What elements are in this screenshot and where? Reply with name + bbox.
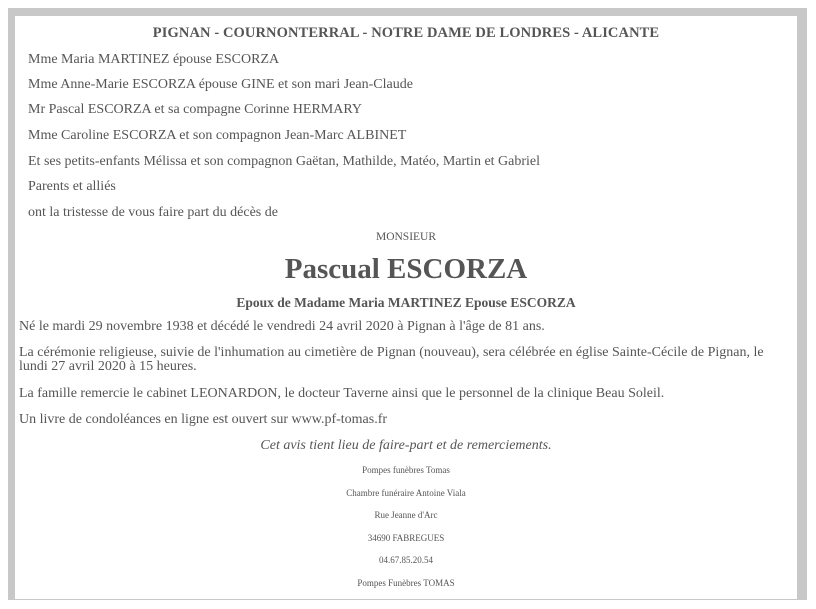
- spouse-line: Epoux de Madame Maria MARTINEZ Epouse ESCORZA: [236, 295, 576, 310]
- family-line-6: Parents et alliés: [28, 179, 116, 194]
- locations-header: PIGNAN - COURNONTERRAL - NOTRE DAME DE LONDRES - ALICANTE: [152, 25, 660, 41]
- closing-note: Cet avis tient lieu de faire-part et de remerciements.: [260, 438, 552, 453]
- condolences-paragraph: Un livre de condoléances en ligne est ouvert sur www.pf-tomas.fr: [19, 412, 388, 427]
- ceremony-paragraph: La cérémonie religieuse, suivie de l'inhumation au cimetière de Pignan (nouveau), sera célébrée en église Sainte-Cécile de Pignan, le lundi 27 avril 2020 à 15 heures.: [19, 345, 764, 374]
- family-line-3: Mr Pascal ESCORZA et sa compagne Corinne HERMARY: [28, 102, 363, 117]
- thanks-paragraph: La famille remercie le cabinet LEONARDON, le docteur Taverne ainsi que le personnel de la clinique Beau Soleil.: [19, 386, 665, 401]
- funeral-city: 34690 FABREGUES: [367, 533, 445, 543]
- family-line-5: Et ses petits-enfants Mélissa et son compagnon Gaëtan, Mathilde, Matéo, Martin et Gabriel: [28, 154, 541, 169]
- funeral-chamber: Chambre funéraire Antoine Viala: [346, 488, 466, 498]
- funeral-signature: Pompes Funèbres TOMAS: [357, 578, 455, 588]
- family-line-4: Mme Caroline ESCORZA et son compagnon Jean-Marc ALBINET: [28, 128, 407, 143]
- birth-death-paragraph: Né le mardi 29 novembre 1938 et décédé le vendredi 24 avril 2020 à Pignan à l'âge de 81 ans.: [19, 319, 545, 334]
- deceased-name: Pascual ESCORZA: [284, 253, 528, 285]
- family-line-7: ont la tristesse de vous faire part du décès de: [28, 205, 278, 220]
- funeral-phone: 04.67.85.20.54: [379, 555, 433, 565]
- family-line-1: Mme Maria MARTINEZ épouse ESCORZA: [28, 52, 280, 67]
- funeral-home-name: Pompes funèbres Tomas: [362, 465, 450, 475]
- family-line-2: Mme Anne-Marie ESCORZA épouse GINE et son mari Jean-Claude: [28, 77, 413, 92]
- funeral-street: Rue Jeanne d'Arc: [374, 510, 438, 520]
- title-monsieur: MONSIEUR: [375, 231, 437, 243]
- obituary-notice: [15, 16, 797, 599]
